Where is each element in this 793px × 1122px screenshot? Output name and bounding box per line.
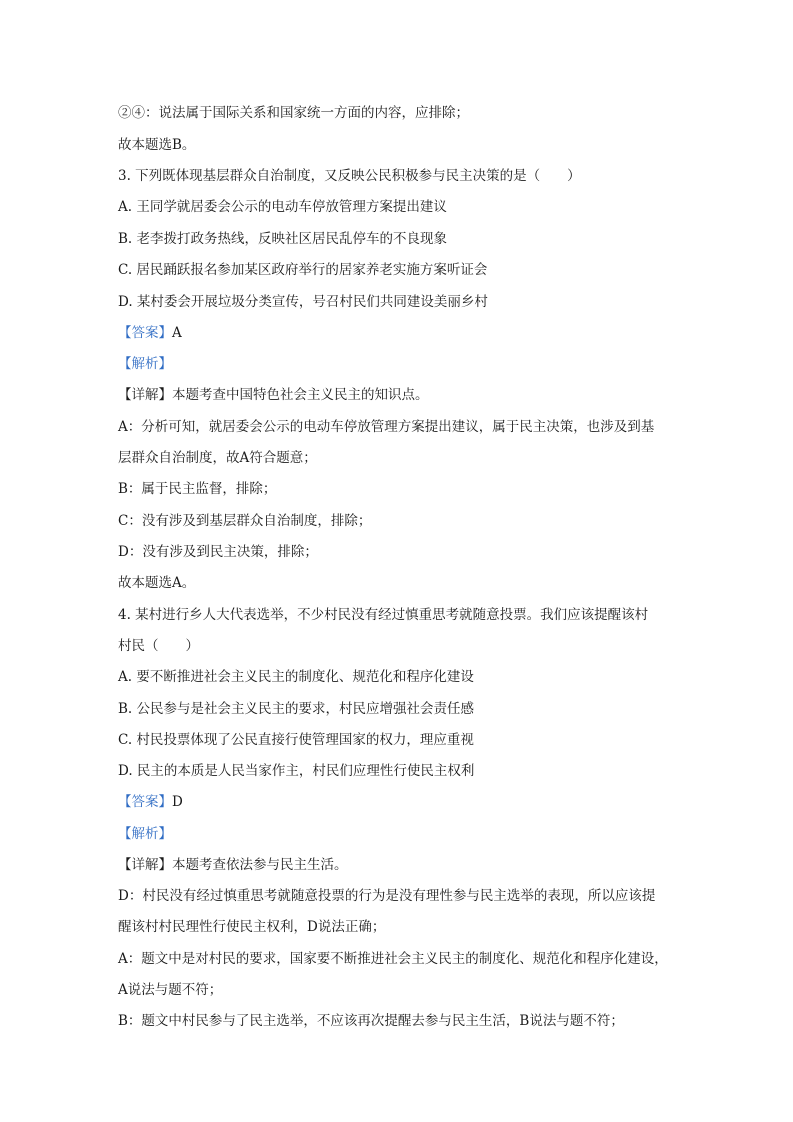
detail-tag: 【详解】: [118, 857, 172, 873]
q4-stem-2: 村民（ ）: [118, 638, 199, 654]
q4-stem-1: 4. 某村进行乡人大代表选举，不少村民没有经过慎重思考就随意投票。我们应该提醒该村: [118, 607, 649, 623]
q3-analysis-tag: [118, 354, 693, 374]
q4-detail: [118, 855, 693, 875]
answer-value: A: [172, 325, 182, 341]
q4-analysis-tag: [118, 824, 693, 844]
q4-option-b: B. 公民参与是社会主义民主的要求，村民应增强社会责任感: [118, 701, 475, 717]
q3-option-c: C. 居民踊跃报名参加某区政府举行的居家养老实施方案听证会: [118, 262, 488, 278]
q4-explanation-d-2: 醒该村村民理性行使民主权利，D说法正确；: [118, 919, 386, 935]
analysis-tag: 【解析】: [118, 356, 172, 372]
q2-explanation-line: ②④：说法属于国际关系和国家统一方面的内容，应排除；: [118, 105, 469, 121]
q2-conclusion: 故本题选B。: [118, 137, 196, 153]
q4-explanation-a-1: A：题文中是对村民的要求，国家要不断推进社会主义民主的制度化、规范化和程序化建设，: [118, 951, 668, 967]
q4-explanation-a-2: A说法与题不符；: [118, 982, 223, 998]
answer-tag: 【答案】: [118, 794, 172, 810]
q3-answer: [118, 323, 693, 343]
answer-value: D: [172, 794, 183, 810]
q3-option-b: B. 老李拨打政务热线，反映社区居民乱停车的不良现象: [118, 231, 448, 247]
q3-detail: [118, 385, 693, 405]
q3-option-d: D. 某村委会开展垃圾分类宣传，号召村民们共同建设美丽乡村: [118, 294, 488, 310]
q3-explanation-a-1: A：分析可知，就居委会公示的电动车停放管理方案提出建议，属于民主决策，也涉及到基: [118, 419, 655, 435]
q3-explanation-a-2: 层群众自治制度，故A符合题意；: [118, 450, 317, 466]
q3-stem: 3. 下列既体现基层群众自治制度，又反映公民积极参与民主决策的是（ ）: [118, 168, 581, 184]
q3-explanation-c: C：没有涉及到基层群众自治制度，排除；: [118, 513, 372, 529]
q4-option-d: D. 民主的本质是人民当家作主，村民们应理性行使民主权利: [118, 763, 475, 779]
q3-conclusion: 故本题选A。: [118, 575, 196, 591]
detail-text: 本题考查中国特色社会主义民主的知识点。: [172, 387, 429, 403]
detail-tag: 【详解】: [118, 387, 172, 403]
detail-text: 本题考查依法参与民主生活。: [172, 857, 348, 873]
analysis-tag: 【解析】: [118, 826, 172, 842]
q4-explanation-d-1: D：村民没有经过慎重思考就随意投票的行为是没有理性参与民主选举的表现，所以应该提: [118, 888, 656, 904]
q4-option-a: A. 要不断推进社会主义民主的制度化、规范化和程序化建设: [118, 669, 474, 685]
q4-answer: [118, 792, 693, 812]
q3-option-a: A. 王同学就居委会公示的电动车停放管理方案提出建议: [118, 199, 447, 215]
q3-explanation-d: D：没有涉及到民主决策，排除；: [118, 544, 318, 560]
q4-option-c: C. 村民投票体现了公民直接行使管理国家的权力，理应重视: [118, 732, 474, 748]
answer-tag: 【答案】: [118, 325, 172, 341]
q3-explanation-b: B：属于民主监督，排除；: [118, 481, 277, 497]
q4-explanation-b: B：题文中村民参与了民主选举，不应该再次提醒去参与民主生活，B说法与题不符；: [118, 1013, 624, 1029]
